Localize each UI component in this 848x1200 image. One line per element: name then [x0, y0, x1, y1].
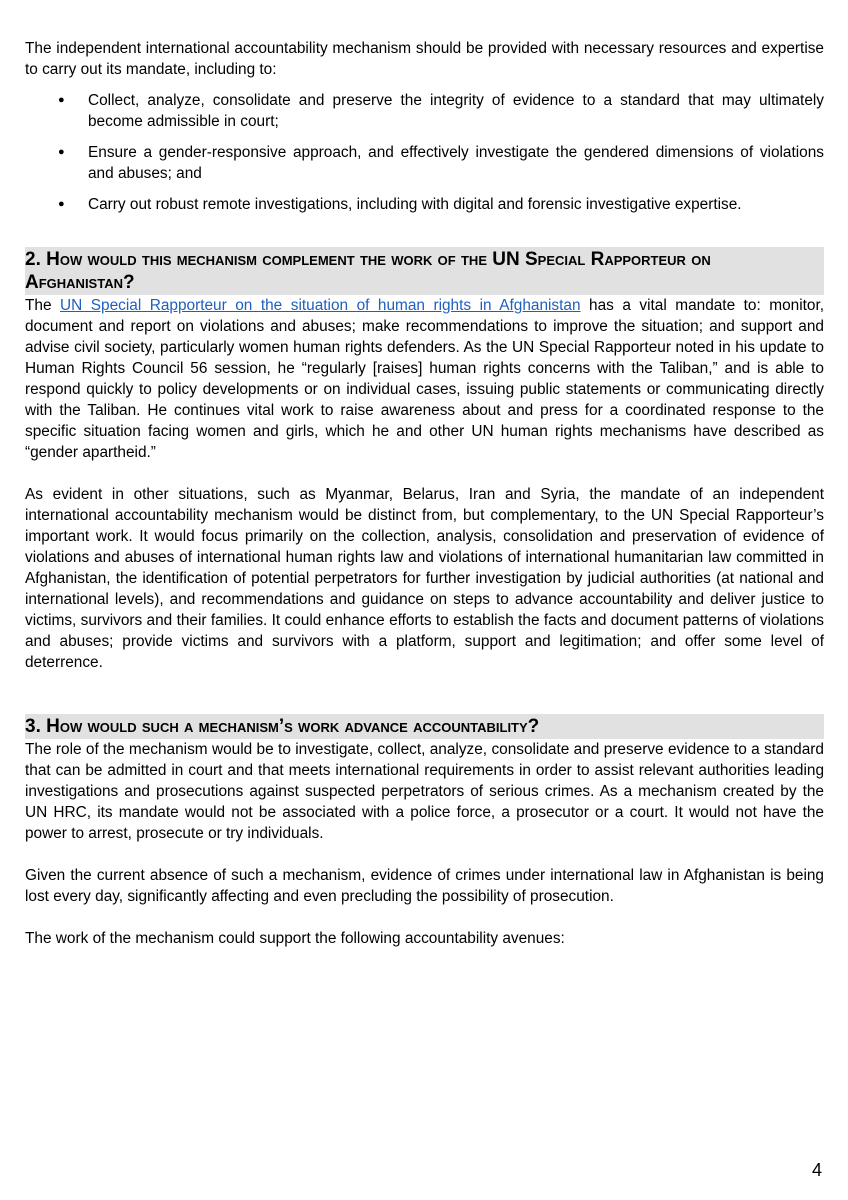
special-rapporteur-link[interactable]: UN Special Rapporteur on the situation of human rights in Afghanistan [60, 297, 581, 314]
bullet-icon: ● [58, 94, 65, 106]
list-item-text: Ensure a gender-responsive approach, and effectively investigate the gendered dimensions of violations and abuses; and [88, 144, 824, 182]
bullet-icon: ● [58, 146, 65, 158]
list-item [25, 90, 824, 132]
section-2-paragraph-1 [25, 295, 824, 463]
mandate-bullet-list [25, 90, 824, 215]
paragraph-prefix: The [25, 297, 61, 314]
section-3-paragraph-2: Given the current absence of such a mechanism, evidence of crimes under international law in Afghanistan is being lost every day, significantly affecting and even precluding the possibility of prosecution. [25, 867, 824, 905]
list-item-text: Carry out robust remote investigations, including with digital and forensic investigative expertise. [88, 196, 742, 213]
paragraph-text: has a vital mandate to: monitor, document and report on violations and abuses; make recommendations to improve the situation; and support and advise civil society, particularly women human rights defenders. As the UN Special Rapporteur noted in his update to Human Rights Council 56 session, he “regularly [raises] human rights concerns with the Taliban,” and is able to respond quickly to policy developments or on individual cases, issuing public statements or communicating directly with the Taliban. He continues vital work to raise awareness about and press for a coordinated response to the specific situation facing women and girls, which he and other UN human rights mechanisms have described as “gender apartheid.” [25, 297, 825, 461]
intro-paragraph: The independent international accountability mechanism should be provided with necessary resources and expertise to carry out its mandate, including to: [25, 40, 824, 78]
document-page [25, 38, 824, 949]
section-3-paragraph-1: The role of the mechanism would be to investigate, collect, analyze, consolidate and preserve evidence to a standard that can be admitted in court and that meets international requirements in order to assist relevant authorities leading investigations and prosecutions against suspected perpetrators of serious crimes. As a mechanism created by the UN HRC, its mandate would not be associated with a police force, a prosecutor or a court. It would not have the power to arrest, prosecute or try individuals. [25, 741, 824, 842]
section-3-heading: 3. How would such a mechanism’s work advance accountability? [25, 714, 824, 739]
page-number: 4 [811, 1160, 822, 1180]
list-item [25, 142, 824, 184]
section-3-paragraph-3: The work of the mechanism could support the following accountability avenues: [25, 930, 565, 947]
list-item-text: Collect, analyze, consolidate and preserve the integrity of evidence to a standard that may ultimately become admissible in court; [88, 92, 824, 130]
bullet-icon: ● [58, 198, 65, 210]
section-2-paragraph-2: As evident in other situations, such as Myanmar, Belarus, Iran and Syria, the mandate of an independent international accountability mechanism would be distinct from, but complementary, to the UN Special Rapporteur’s important work. It would focus primarily on the collection, analysis, consolidation and preservation of evidence of violations and abuses of international human rights law and violations of international humanitarian law committed in Afghanistan, the identification of potential perpetrators for further investigation by judicial authorities (at national and international levels), and recommendations and guidance on steps to advance accountability and deliver justice to victims, survivors and their families. It could enhance efforts to establish the facts and document patterns of violations and abuses; provide victims and survivors with a platform, support and legitimation; and offer some level of deterrence. [25, 486, 824, 671]
list-item [25, 194, 824, 215]
section-2-heading: 2. How would this mechanism complement the work of the UN Special Rapporteur on Afghanistan? [25, 247, 824, 295]
